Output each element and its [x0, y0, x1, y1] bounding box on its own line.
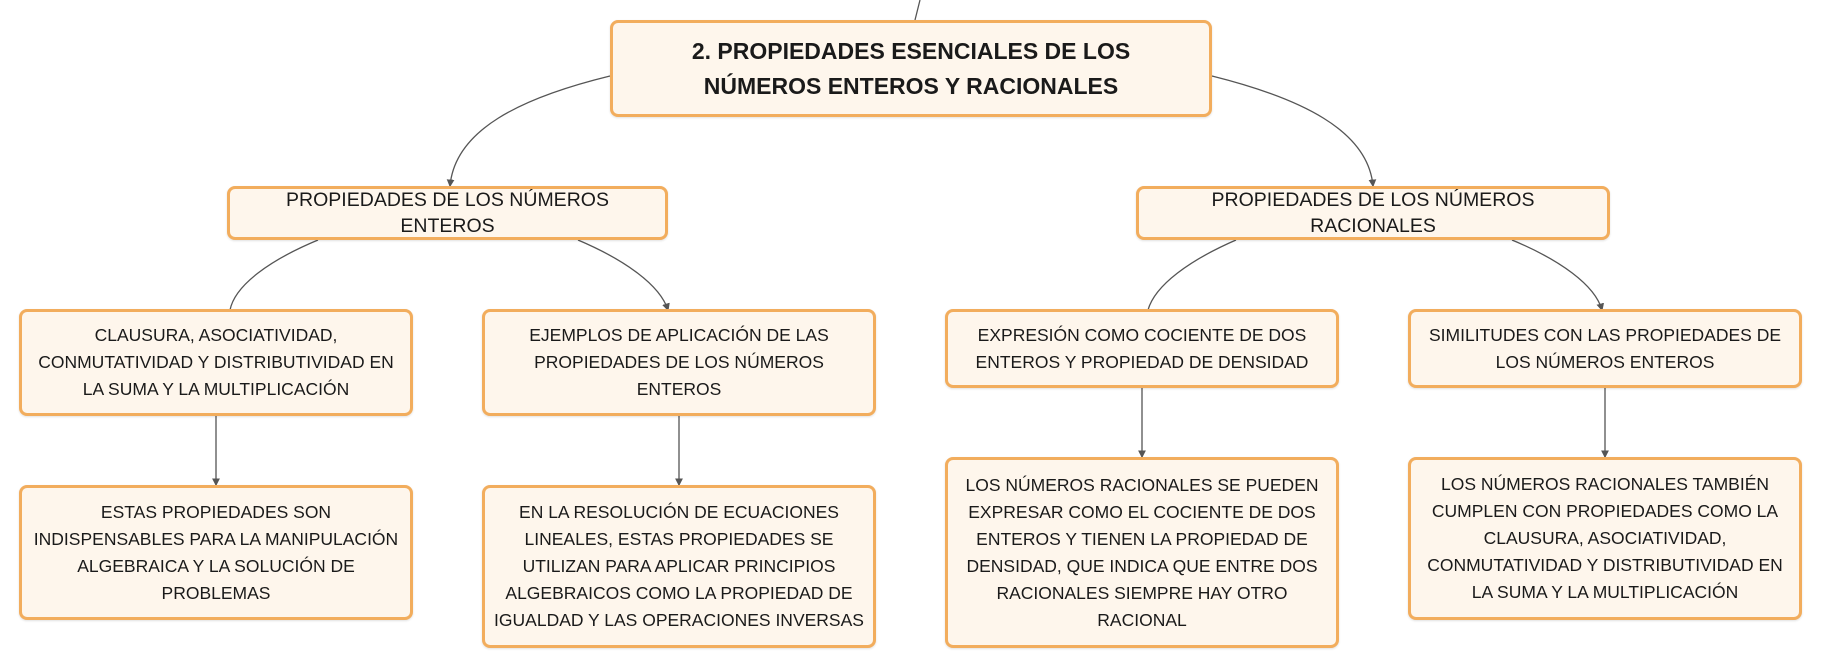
root-topic[interactable]: [610, 20, 1212, 117]
detail-racionales-cumplen[interactable]: [1408, 457, 1802, 620]
subtopic-ejemplos-aplicacion-label: EJEMPLOS DE APLICACIÓN DE LAS PROPIEDADES DE LOS NÚMEROS ENTEROS: [529, 325, 829, 399]
connector-right-child-2: [1512, 240, 1602, 310]
connector-left-child-2: [578, 240, 668, 310]
subtopic-ejemplos-aplicacion[interactable]: [482, 309, 876, 416]
detail-propiedades-indispensables-label: ESTAS PROPIEDADES SON INDISPENSABLES PARA LA MANIPULACIÓN ALGEBRAICA Y LA SOLUCIÓN DE PROBLEMAS: [33, 501, 399, 603]
connector-right-child-1: [1148, 240, 1236, 310]
connector-left-child-1: [230, 240, 318, 310]
detail-resolucion-ecuaciones-label: EN LA RESOLUCIÓN DE ECUACIONES LINEALES, ESTAS PROPIEDADES SE UTILIZAN PARA APLICAR PRINCIPIOS ALGEBRAICOS COMO LA PROPIEDAD DE IGUALDAD Y LAS OPERACIONES INVERSAS: [494, 502, 864, 630]
connector-root-right: [1212, 76, 1373, 186]
detail-resolucion-ecuaciones[interactable]: [482, 485, 876, 648]
root-topic-label: 2. PROPIEDADES ESENCIALES DE LOS NÚMEROS ENTEROS Y RACIONALES: [691, 37, 1131, 99]
detail-racionales-cumplen-label: LOS NÚMEROS RACIONALES TAMBIÉN CUMPLEN CON PROPIEDADES COMO LA CLAUSURA, ASOCIATIVIDAD, CONMUTATIVIDAD Y DISTRIBUTIVIDAD EN LA SUMA Y LA MULTIPLICACIÓN: [1427, 474, 1783, 602]
topic-numeros-racionales-label: PROPIEDADES DE LOS NÚMEROS RACIONALES: [1211, 189, 1535, 237]
topic-numeros-enteros-label: PROPIEDADES DE LOS NÚMEROS ENTEROS: [286, 189, 609, 237]
topic-numeros-enteros[interactable]: [227, 186, 668, 240]
subtopic-expresion-cociente[interactable]: [945, 309, 1339, 388]
detail-cociente-densidad-label: LOS NÚMEROS RACIONALES SE PUEDEN EXPRESAR COMO EL COCIENTE DE DOS ENTEROS Y TIENEN LA PROPIEDAD DE DENSIDAD, QUE INDICA QUE ENTRE DOS RACIONALES SIEMPRE HAY OTRO RACIONAL: [965, 474, 1319, 630]
detail-propiedades-indispensables[interactable]: [19, 485, 413, 620]
subtopic-similitudes[interactable]: [1408, 309, 1802, 388]
subtopic-similitudes-label: SIMILITUDES CON LAS PROPIEDADES DE LOS NÚMEROS ENTEROS: [1428, 324, 1782, 372]
subtopic-expresion-cociente-label: EXPRESIÓN COMO COCIENTE DE DOS ENTEROS Y PROPIEDAD DE DENSIDAD: [975, 324, 1309, 372]
subtopic-clausura[interactable]: [19, 309, 413, 416]
detail-cociente-densidad[interactable]: [945, 457, 1339, 648]
connector-root-left: [450, 76, 610, 186]
topic-numeros-racionales[interactable]: [1136, 186, 1610, 240]
connector-parent-stub: [915, 0, 920, 20]
subtopic-clausura-label: CLAUSURA, ASOCIATIVIDAD, CONMUTATIVIDAD Y DISTRIBUTIVIDAD EN LA SUMA Y LA MULTIPLICACIÓN: [38, 325, 394, 399]
